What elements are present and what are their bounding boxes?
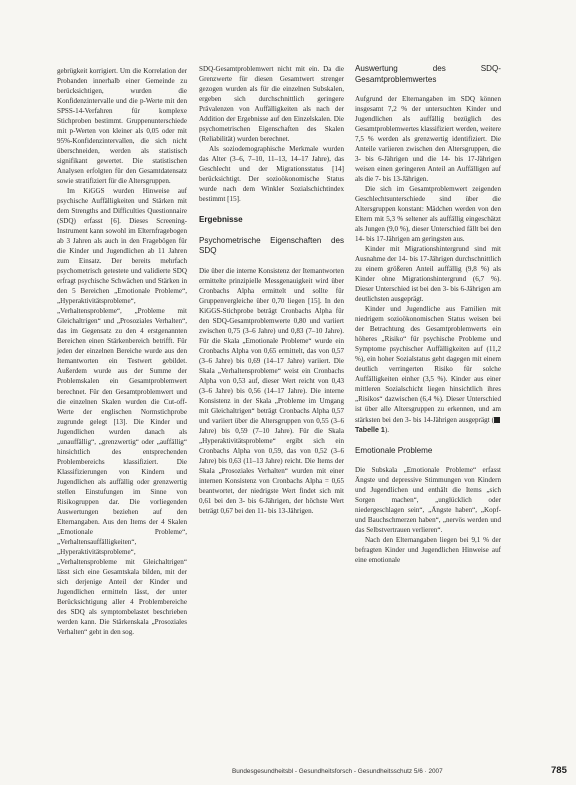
table-reference-label: Tabelle 1 bbox=[355, 425, 385, 434]
paragraph: Als soziodemographische Merkmale wurden das Alter (3–6, 7–10, 11–13, 14–17 Jahre), das Geschlecht und der Migrationsstatus [14] berücksichtigt. Der sozioökonomische Status wurde nach dem Winkler Sozialschichtindex bestimmt [15]. bbox=[199, 145, 344, 204]
page-number: 785 bbox=[551, 765, 567, 776]
subsection-heading-emotional: Emotionale Probleme bbox=[355, 445, 433, 455]
paragraph bbox=[355, 304, 501, 434]
paragraph-text: Kinder und Jugendliche aus Familien mit niedrigem sozioökonomischen Status weisen bei der Betrachtung des Gesamtproblemwerts ein höheres „Risiko“ für psychische Probleme und Symptome psychischer Auffälligkeiten auf (11,2 %), ein hoher Sozialstatus geht dagegen mit einem deutlich verringerten Risiko für solche Auffälligkeiten einher (3,5 %). Kinder aus einer mittleren Sozialschicht liegen hinsichtlich ihres „Risikos“ dazwischen (6,4 %). Dieser Unterschied ist über alle Altersgruppen zu erkennen, und am stärksten bei den 3- bis 14-Jährigen ausgeprägt ( bbox=[355, 305, 501, 424]
subsection-heading-total-score: Auswertung des SDQ-Gesamtproblemwertes bbox=[355, 64, 501, 84]
paragraph-text: ). bbox=[384, 425, 389, 434]
paragraph: Die Subskala „Emotionale Probleme“ erfasst Ängste und depressive Stimmungen von Kindern und Jugendlichen und enthält die Items „sich Sorgen machen“, „unglücklich oder niedergeschlagen sein“, „Ängste haben“, „Kopf- und Bauchschmerzen haben“, „nervös werden und das Selbstvertrauen verlieren“. bbox=[355, 466, 501, 535]
text-column-middle bbox=[199, 64, 344, 516]
section-heading-results: Ergebnisse bbox=[199, 215, 243, 225]
text-column-left bbox=[57, 66, 187, 637]
paragraph: Die über die interne Konsistenz der Itemantworten ermittelte prinzipielle Messgenauigkeit wird über Cronbachs Alpha ermittelt und sollte für Gruppenvergleiche über 0,70 liegen [15]. In den KiGGS-Stichprobe beträgt Cronbachs Alpha für den SDQ-Gesamtproblemwerte 0,80 und variiert zwischen 0,75 (3–6 Jahre) und 0,83 (7–10 Jahre). Für die Skala „Emotionale Probleme“ wurde ein Cronbachs Alpha von 0,65 ermittelt, das von 0,57 (3–6 Jahre) bis 0,69 (14–17 Jahre) variiert. Die Skala „Verhaltensprobleme“ weist ein Cronbachs Alpha von 0,53 auf, dieser Wert reicht von 0,43 (3–6 Jahre) bis 0,56 (14–17 Jahre). Die interne Konsistenz in der Skala „Probleme im Umgang mit Gleichaltrigen“ beträgt Cronbachs Alpha 0,57 und variiert über die Altersgruppen von 0,55 (3–6 Jahre) bis 0,59 (7–10 Jahre). Für die Skala „Hyperaktivitätsprobleme“ ergibt sich ein Cronbachs Alpha von 0,59, das von 0,52 (3–6 Jahre) bis 0,63 (11–13 Jahre) reicht. Die Items der Skala „Prosoziales Verhalten“ wurden mit einer internen Konsistenz von Cronbachs Alpha = 0,65 beantwortet, der niedrigste Wert findet sich mit 0,61 bei den 3- bis 6-Jährigen, der höchste Wert beträgt 0,67 bei den 11- bis 13-Jährigen. bbox=[199, 266, 344, 516]
subsection-heading-psychometric: Psychometrische Eigenschaften des SDQ bbox=[199, 235, 344, 256]
paragraph: Kinder mit Migrationshintergrund sind mit Ausnahme der 14- bis 17-Jährigen durchschnittlich zu einem größeren Anteil auffällig (9,8 %) als Kinder ohne Migrationshintergrund (6,7 %). Dieser Unterschied ist bei den 3- bis 6-Jährigen am deutlichsten ausgeprägt. bbox=[355, 245, 501, 304]
paragraph: Die sich im Gesamtproblemwert zeigenden Geschlechtsunterschiede sind über die Altersgruppen konstant: Mädchen werden von den Eltern mit 5,3 % seltener als auffällig eingeschätzt als Jungen (9,0 %), dieser Unterschied fällt bei den 14- bis 17-Jährigen am geringsten aus. bbox=[355, 185, 501, 244]
paragraph: Im KiGGS wurden Hinweise auf psychische Auffälligkeiten und Stärken mit dem Strengths and Difficulties Questionnaire (SDQ) erfasst [6]. Dieses Screening-Instrument kann sowohl im Elternfragebogen ab 3 Jahren als auch in den Fragebögen für die Kinder und Jugendlichen ab 11 Jahren zum Einsatz. Der bereits mehrfach psychometrisch getestete und validierte SDQ erfragt psychische Schwächen und Stärken in den 5 Bereichen „Emotionale Probleme“, „Hyperaktivitätsprobleme“, „Verhaltensprobleme“, „Probleme mit Gleichaltrigen“ und „Prosoziales Verhalten“, das im Gegensatz zu den 4 erstgenannten Bereichen einen Stärkenbereich betrifft. Für jeden der einzelnen Bereiche wurde aus den Itemantworten ein Testwert gebildet. Außerdem wurde aus der Summe der Problemskalen ein Gesamtproblemwert berechnet. Für den Gesamtproblemwert und die einzelnen Skalen wurden die Cut-off-Werte der englischen Normstichprobe zugrunde gelegt [13]. Die Kinder und Jugendlichen wurden danach als „unauffällig“, „grenzwertig“ oder „auffällig“ hinsichtlich des entsprechenden Problembereichs klassifiziert. Die Klassifizierungen von Kindern und Jugendlichen als auffällig oder grenzwertig stellen Einstufungen im Sinne von Risikogruppen dar. Die vorliegenden Auswertungen beziehen auf den Elternangaben. Aus den Items der 4 Skalen „Emotionale Probleme“, „Verhaltensauffälligkeiten“, „Hyperaktivitätsprobleme“, „Verhaltensprobleme mit Gleichaltrigen“ lässt sich eine Gesamtskala bilden, mit der sich derjenige Anteil der Kinder und Jugendlichen ermitteln lässt, der unter Berücksichtigung aller 4 Problembereiche des SDQ als symptombelastet beschrieben werden kann. Die Stärkenskala „Prosoziales Verhalten“ geht in den sog. bbox=[57, 187, 187, 636]
text-column-right bbox=[355, 64, 501, 565]
table-marker-icon bbox=[494, 417, 500, 423]
journal-footer: Bundesgesundheitsbl - Gesundheitsforsch - Gesundheitsschutz 5/6 · 2007 bbox=[232, 768, 443, 775]
paragraph: Nach den Elternangaben liegen bei 9,1 % der befragten Kinder und Jugendlichen Hinweise auf eine emotionale bbox=[355, 536, 501, 565]
paragraph: gebrügkeit korrigiert. Um die Korrelation der Probanden innerhalb einer Gemeinde zu berücksichtigen, wurden die Konfidenzintervalle und die p-Werte mit den SPSS-14-Verfahren für komplexe Stichproben bestimmt. Gruppenunterschiede mit p-Werten von kleiner als 0,05 oder mit 95%-Konfidenzintervallen, die sich nicht überschneiden, werden als statistisch signifikant gewertet. Die statistischen Analysen erfolgten für den Gesamtdatensatz sowie stratifiziert für die Altersgruppen. bbox=[57, 67, 187, 186]
paragraph: Aufgrund der Elternangaben im SDQ können insgesamt 7,2 % der untersuchten Kinder und Jugendlichen als auffällig bezüglich des Gesamtproblemwertes klassifiziert werden, weitere 7,5 % werden als grenzwertig identifiziert. Die Anteile variieren zwischen den Altersgruppen, die 3- bis 6-Jährigen und die 14- bis 17-Jährigen weisen einen geringeren Anteil an Auffälligen auf als die 7- bis 13-Jährigen. bbox=[355, 95, 501, 184]
paragraph: SDQ-Gesamtproblemwert nicht mit ein. Da die Grenzwerte für diesen Gesamtwert strenger gezogen wurden als für die einzelnen Subskalen, ergeben sich durchschnittlich geringere Prävalenzen von Auffälligkeiten als nach der Addition der Ergebnisse auf den Einzelskalen. Die psychometrischen Eigenschaften des Skalen (Reliabilität) wurden berechnet. bbox=[199, 65, 344, 144]
